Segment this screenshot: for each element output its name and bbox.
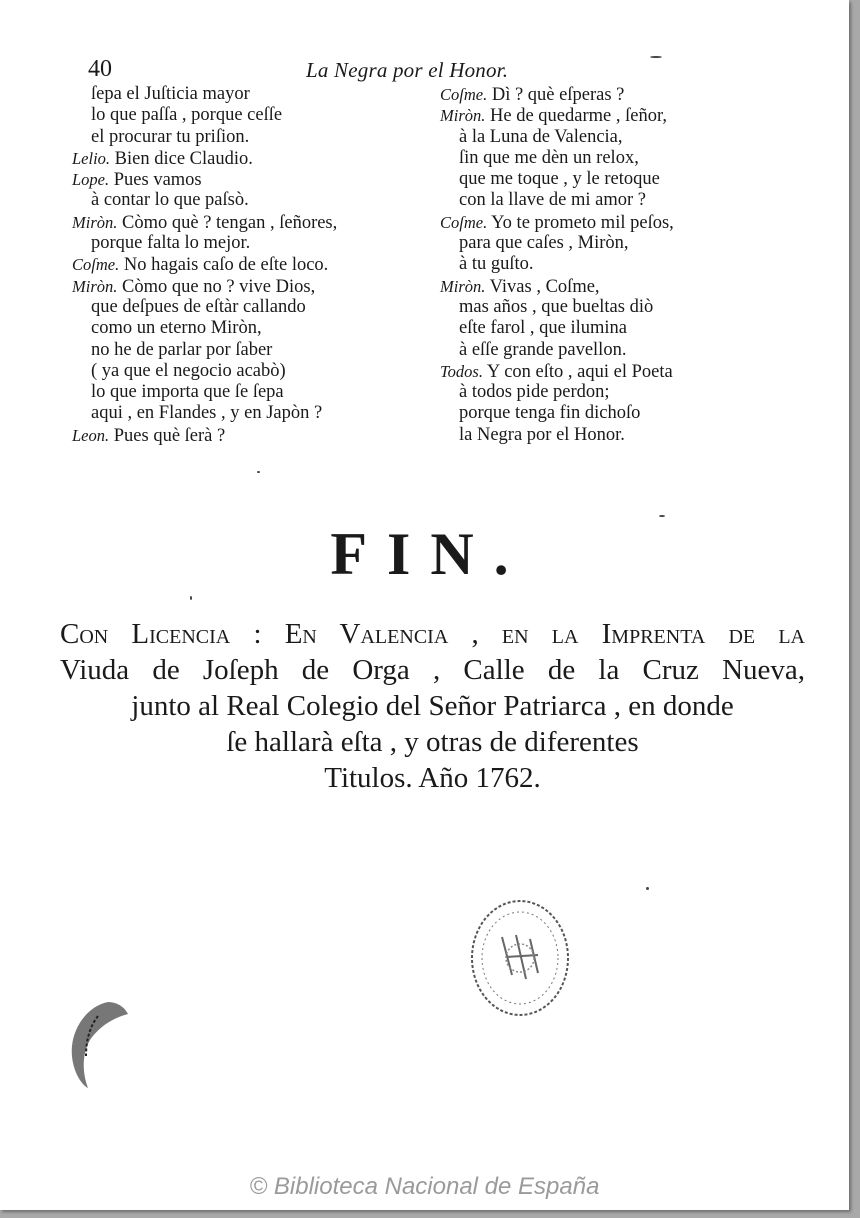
verse-line: [440, 318, 674, 339]
verse-text: que me toque , y le retoque: [459, 169, 660, 190]
speaker-name: Miròn.: [440, 106, 486, 126]
verse-line: [72, 403, 337, 424]
verse-line: [440, 361, 674, 382]
verse-line: [440, 254, 674, 275]
verse-line: [72, 297, 337, 318]
right-verse-column: [440, 84, 674, 446]
verse-text: lo que paſſa , porque ceſſe: [91, 105, 283, 126]
verse-text: He de quedarme , ſeñor,: [490, 106, 667, 127]
speck: [646, 887, 649, 890]
verse-line: [440, 84, 674, 105]
verse-text: ſepa el Juſticia mayor: [91, 84, 250, 104]
speaker-name: Miròn.: [440, 276, 486, 296]
verse-text: porque tenga fin dichoſo: [459, 403, 641, 424]
verse-text: à la Luna de Valencia,: [459, 126, 623, 147]
imprint-line-4: ſe hallarà eſta , y otras de diferentes: [226, 726, 639, 758]
verse-line: [72, 254, 337, 275]
verse-text: que deſpues de eſtàr callando: [91, 296, 306, 317]
speck: [659, 515, 665, 517]
watermark: © Biblioteca Nacional de España: [249, 1173, 600, 1200]
imprint-line-2: Viuda de Joſeph de Orga , Calle de la Cruz Nueva,: [60, 654, 805, 686]
verse-line: [440, 212, 674, 233]
verse-line: [72, 361, 337, 382]
speaker-name: Leon.: [72, 425, 110, 445]
verse-text: Còmo què ? tengan , ſeñores,: [122, 212, 338, 233]
verse-line: [440, 148, 674, 169]
verse-text: con la llave de mi amor ?: [459, 190, 646, 211]
verse-text: para que caſes , Miròn,: [459, 233, 629, 254]
verse-line: [440, 382, 674, 403]
speaker-name: Coſme.: [72, 255, 120, 275]
verse-text: Pues què ſerà ?: [113, 425, 226, 446]
imprint-line-5: Titulos. Año 1762.: [324, 762, 541, 794]
verse-line: [440, 190, 674, 211]
speaker-name: Lope.: [72, 170, 110, 190]
verse-text: ſin que me dèn un relox,: [459, 147, 639, 168]
verse-line: [72, 318, 337, 339]
verse-text: à contar lo que paſsò.: [91, 190, 249, 211]
verse-text: Dì ? què eſperas ?: [491, 85, 625, 105]
verse-text: à todos pide perdon;: [459, 382, 610, 403]
speaker-name: Miròn.: [72, 212, 118, 232]
verse-line: [440, 340, 674, 361]
verse-text: à eſſe grande pavellon.: [459, 339, 627, 360]
verse-line: [440, 425, 674, 446]
speaker-name: Lelio.: [72, 148, 111, 168]
left-verse-column: [72, 84, 337, 446]
verse-line: [440, 276, 674, 297]
verse-line: [440, 233, 674, 254]
verse-line: [440, 403, 674, 424]
verse-text: el procurar tu priſion.: [91, 126, 250, 147]
speck: [650, 56, 662, 58]
speaker-name: Coſme.: [440, 85, 488, 104]
verse-line: [72, 212, 337, 233]
verse-line: [72, 233, 337, 254]
verse-line: [72, 169, 337, 190]
verse-line: [440, 127, 674, 148]
verse-line: [72, 340, 337, 361]
verse-text: Yo te prometo mil peſos,: [491, 212, 674, 233]
speaker-name: Todos.: [440, 361, 483, 381]
verse-text: Bien dice Claudio.: [114, 148, 253, 169]
verse-line: [72, 190, 337, 211]
fin-heading: FIN.: [330, 521, 529, 587]
verse-text: aqui , en Flandes , y en Japòn ?: [91, 403, 323, 424]
speaker-name: Miròn.: [72, 276, 118, 296]
verse-line: [72, 425, 337, 446]
speaker-name: Coſme.: [440, 212, 488, 232]
imprint-line-3: junto al Real Colegio del Señor Patriarca , en donde: [131, 690, 734, 722]
verse-line: [72, 148, 337, 169]
verse-line: [72, 127, 337, 148]
verse-line: [440, 105, 674, 126]
verse-text: Vivas , Coſme,: [489, 276, 600, 297]
speck: [190, 596, 192, 600]
verse-text: à tu guſto.: [459, 254, 534, 275]
page-number: 40: [88, 56, 112, 82]
speck: [257, 471, 260, 473]
running-head: La Negra por el Honor.: [306, 58, 509, 82]
verse-text: la Negra por el Honor.: [459, 424, 625, 445]
verse-text: ( ya que el negocio acabò): [91, 360, 286, 381]
verse-text: porque falta lo mejor.: [91, 233, 251, 254]
library-stamp: [468, 897, 572, 1019]
verse-line: [72, 84, 337, 105]
verse-text: como un eterno Miròn,: [91, 318, 262, 339]
verse-text: Y con eſto , aqui el Poeta: [486, 361, 673, 382]
verse-text: Còmo que no ? vive Dios,: [122, 276, 316, 297]
verse-text: no he de parlar por ſaber: [91, 339, 273, 360]
verse-text: Pues vamos: [113, 170, 202, 191]
verse-text: No hagais caſo de eſte loco.: [123, 255, 329, 276]
verse-text: eſte farol , que ilumina: [459, 318, 627, 339]
verse-text: mas años , que bueltas diò: [459, 296, 654, 317]
imprint-block: [60, 616, 805, 796]
verse-text: lo que importa que ſe ſepa: [91, 382, 284, 403]
verse-line: [440, 297, 674, 318]
imprint-line-1: Con Licencia : En Valencia , en la Imprenta de la: [60, 618, 805, 650]
ink-blot: [68, 996, 140, 1092]
verse-line: [72, 382, 337, 403]
verse-line: [72, 105, 337, 126]
verse-line: [72, 276, 337, 297]
verse-line: [440, 169, 674, 190]
